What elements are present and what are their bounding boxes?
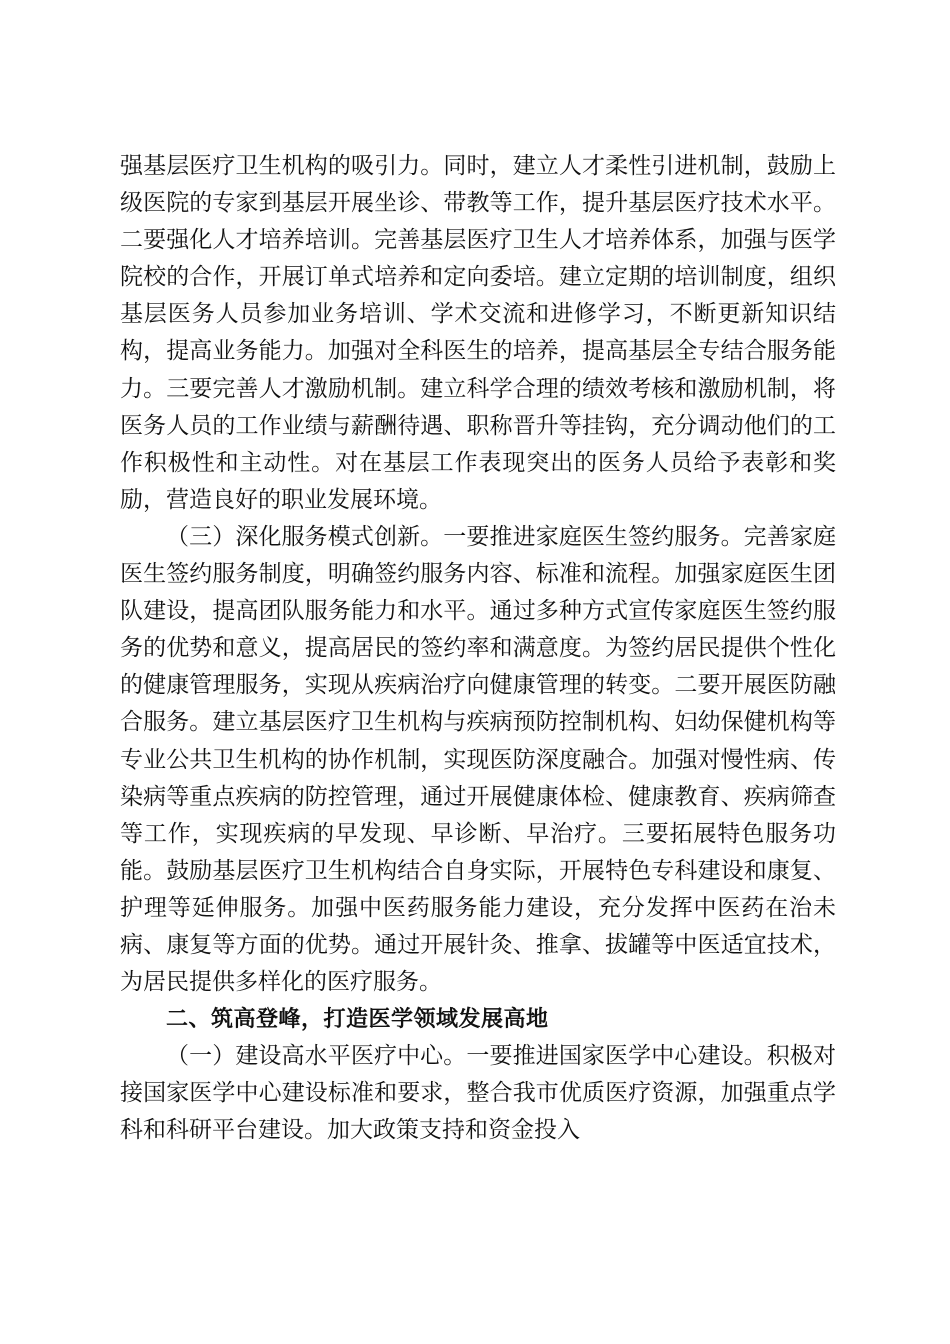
document-body bbox=[120, 148, 836, 1150]
paragraph-service-model-innovation: （三）深化服务模式创新。一要推进家庭医生签约服务。完善家庭医生签约服务制度，明确签约服务内容、标准和流程。加强家庭医生团队建设，提高团队服务能力和水平。通过多种方式宣传家庭医生签约服务的优势和意义，提高居民的签约率和满意度。为签约居民提供个性化的健康管理服务，实现从疾病治疗向健康管理的转变。二要开展医防融合服务。建立基层医疗卫生机构与疾病预防控制机构、妇幼保健机构等专业公共卫生机构的协作机制，实现医防深度融合。加强对慢性病、传染病等重点疾病的防控管理，通过开展健康体检、健康教育、疾病筛查等工作，实现疾病的早发现、早诊断、早治疗。三要拓展特色服务功能。鼓励基层医疗卫生机构结合自身实际，开展特色专科建设和康复、护理等延伸服务。加强中医药服务能力建设，充分发挥中医药在治未病、康复等方面的优势。通过开展针灸、推拿、拔罐等中医适宜技术，为居民提供多样化的医疗服务。 bbox=[120, 523, 836, 996]
paragraph-high-level-medical-center: （一）建设高水平医疗中心。一要推进国家医学中心建设。积极对接国家医学中心建设标准和要求，整合我市优质医疗资源，加强重点学科和科研平台建设。加大政策支持和资金投入 bbox=[120, 1043, 836, 1144]
paragraph-talent-continuation: 强基层医疗卫生机构的吸引力。同时，建立人才柔性引进机制，鼓励上级医院的专家到基层开展坐诊、带教等工作，提升基层医疗技术水平。二要强化人才培养培训。完善基层医疗卫生人才培养体系，加强与医学院校的合作，开展订单式培养和定向委培。建立定期的培训制度，组织基层医务人员参加业务培训、学术交流和进修学习，不断更新知识结构，提高业务能力。加强对全科医生的培养，提高基层全专结合服务能力。三要完善人才激励机制。建立科学合理的绩效考核和激励机制，将医务人员的工作业绩与薪酬待遇、职称晋升等挂钩，充分调动他们的工作积极性和主动性。对在基层工作表现突出的医务人员给予表彰和奖励，营造良好的职业发展环境。 bbox=[120, 153, 836, 513]
section-heading-medical-highland: 二、筑高登峰，打造医学领域发展高地 bbox=[166, 1007, 549, 1033]
